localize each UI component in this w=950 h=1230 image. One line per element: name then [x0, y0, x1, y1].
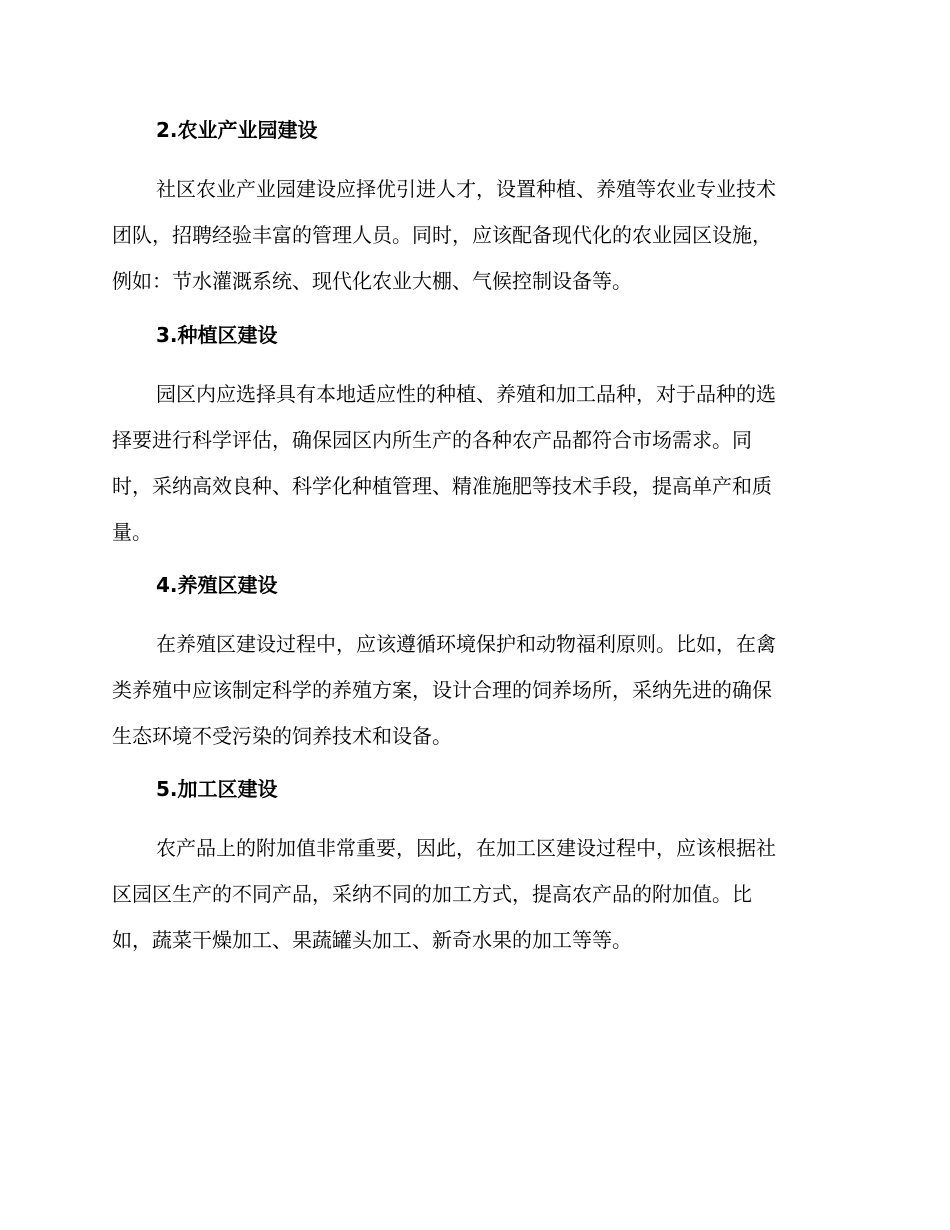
section-heading: 5.加工区建设 [156, 777, 278, 801]
section-paragraph [112, 621, 830, 759]
section-paragraph [112, 166, 830, 304]
section-heading: 2.农业产业园建设 [156, 118, 318, 142]
section-heading: 3.种植区建设 [156, 323, 278, 347]
paragraph-line: 择要进行科学评估，确保园区内所生产的各种农产品都符合市场需求。同 [112, 428, 752, 452]
paragraph-line: 量。 [112, 520, 152, 544]
paragraph-line: 生态环境不受污染的饲养技术和设备。 [112, 724, 452, 748]
section-paragraph [112, 371, 830, 555]
paragraph-line: 区园区生产的不同产品，采纳不同的加工方式，提高农产品的附加值。比 [112, 882, 752, 906]
section-processing-area [112, 775, 830, 963]
paragraph-line: 农产品上的附加值非常重要，因此，在加工区建设过程中，应该根据社 [156, 836, 776, 860]
paragraph-line: 在养殖区建设过程中，应该遵循环境保护和动物福利原则。比如，在禽 [156, 632, 776, 656]
paragraph-line: 类养殖中应该制定科学的养殖方案，设计合理的饲养场所，采纳先进的确保 [112, 678, 772, 702]
paragraph-line: 时，采纳高效良种、科学化种植管理、精准施肥等技术手段，提高单产和质 [112, 474, 772, 498]
section-planting-area [112, 321, 830, 555]
section-heading: 4.养殖区建设 [156, 573, 278, 597]
section-paragraph [112, 825, 830, 963]
paragraph-line: 例如：节水灌溉系统、现代化农业大棚、气候控制设备等。 [112, 269, 632, 293]
paragraph-line: 社区农业产业园建设应择优引进人才，设置种植、养殖等农业专业技术 [156, 177, 776, 201]
paragraph-line: 园区内应选择具有本地适应性的种植、养殖和加工品种，对于品种的选 [156, 382, 776, 406]
section-agri-industrial-park [112, 116, 830, 304]
paragraph-line: 如，蔬菜干燥加工、果蔬罐头加工、新奇水果的加工等等。 [112, 928, 632, 952]
paragraph-line: 团队，招聘经验丰富的管理人员。同时，应该配备现代化的农业园区设施， [112, 223, 772, 247]
section-breeding-area [112, 571, 830, 759]
